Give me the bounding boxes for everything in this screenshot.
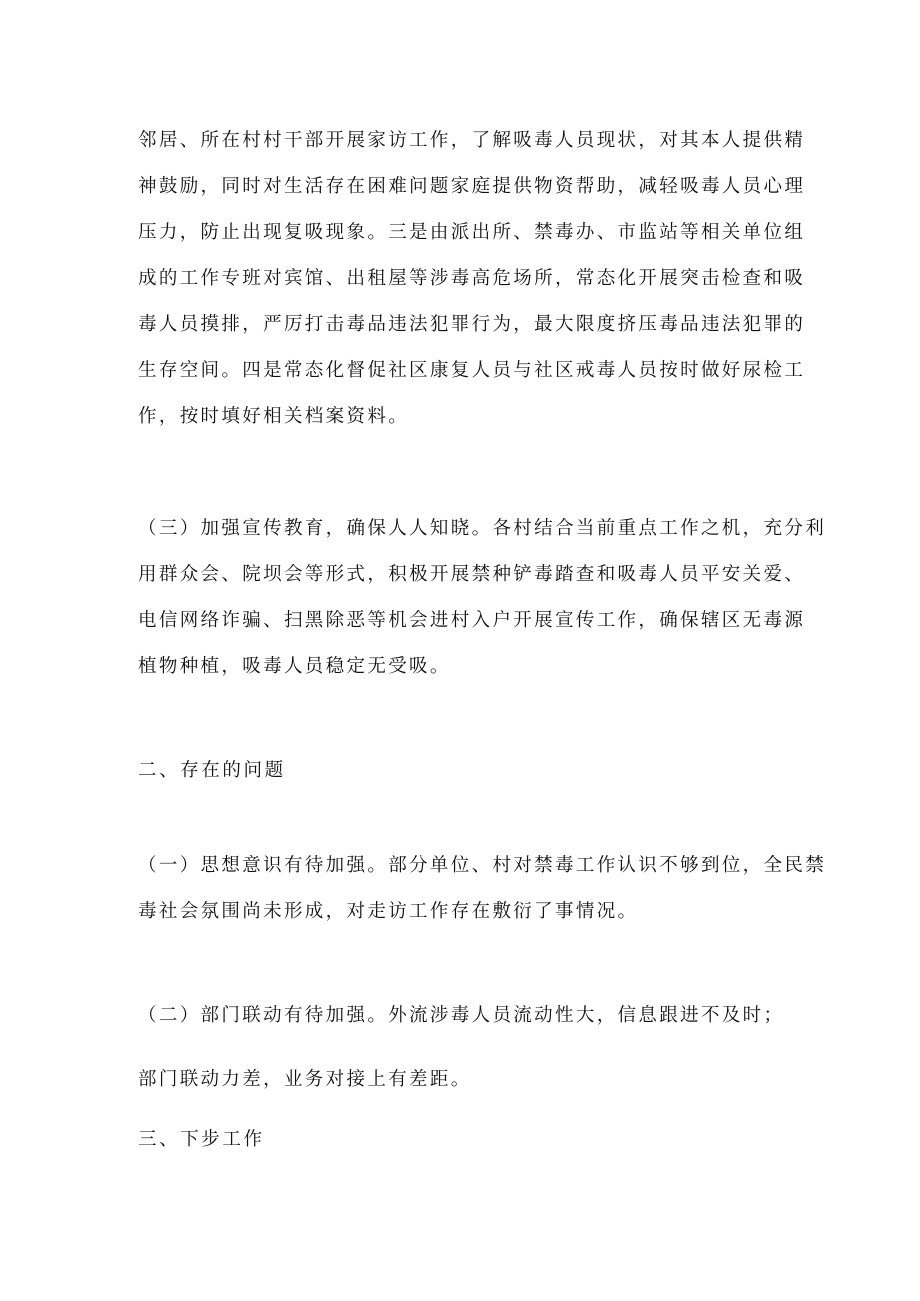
paragraph-3-line-1: （一）思想意识有待加强。部分单位、村对禁毒工作认识不够到位，全民禁 (138, 855, 827, 876)
paragraph-1-line-7: 作，按时填好相关档案资料。 (138, 406, 410, 427)
paragraph-3-line-2: 毒社会氛围尚未形成，对走访工作存在敷衍了事情况。 (138, 901, 639, 922)
paragraph-1-line-2: 神鼓励，同时对生活存在困难问题家庭提供物资帮助，减轻吸毒人员心理 (138, 176, 806, 197)
paragraph-1-line-1: 邻居、所在村村干部开展家访工作，了解吸毒人员现状，对其本人提供精 (138, 130, 806, 151)
section-heading-next-steps: 三、下步工作 (138, 1129, 265, 1150)
paragraph-2-line-1: （三）加强宣传教育，确保人人知晓。各村结合当前重点工作之机，充分利 (138, 518, 827, 539)
paragraph-1-line-4: 成的工作专班对宾馆、出租屋等涉毒高危场所，常态化开展突击检查和吸 (138, 268, 806, 289)
paragraph-2-line-3: 电信网络诈骗、扫黑除恶等机会进村入户开展宣传工作，确保辖区无毒源 (138, 610, 806, 631)
section-heading-problems: 二、存在的问题 (138, 760, 286, 781)
paragraph-1-line-3: 压力，防止出现复吸现象。三是由派出所、禁毒办、市监站等相关单位组 (138, 222, 806, 243)
paragraph-4-line-2: 部门联动力差，业务对接上有差距。 (138, 1069, 472, 1090)
paragraph-2-line-2: 用群众会、院坝会等形式，积极开展禁种铲毒踏查和吸毒人员平安关爱、 (138, 564, 806, 585)
paragraph-1-line-5: 毒人员摸排，严厉打击毒品违法犯罪行为，最大限度挤压毒品违法犯罪的 (138, 314, 806, 335)
paragraph-4-line-1: （二）部门联动有待加强。外流涉毒人员流动性大，信息跟进不及时； (138, 1005, 785, 1026)
paragraph-1-line-6: 生存空间。四是常态化督促社区康复人员与社区戒毒人员按时做好尿检工 (138, 360, 806, 381)
paragraph-2-line-4: 植物种植，吸毒人员稳定无受吸。 (138, 656, 451, 677)
